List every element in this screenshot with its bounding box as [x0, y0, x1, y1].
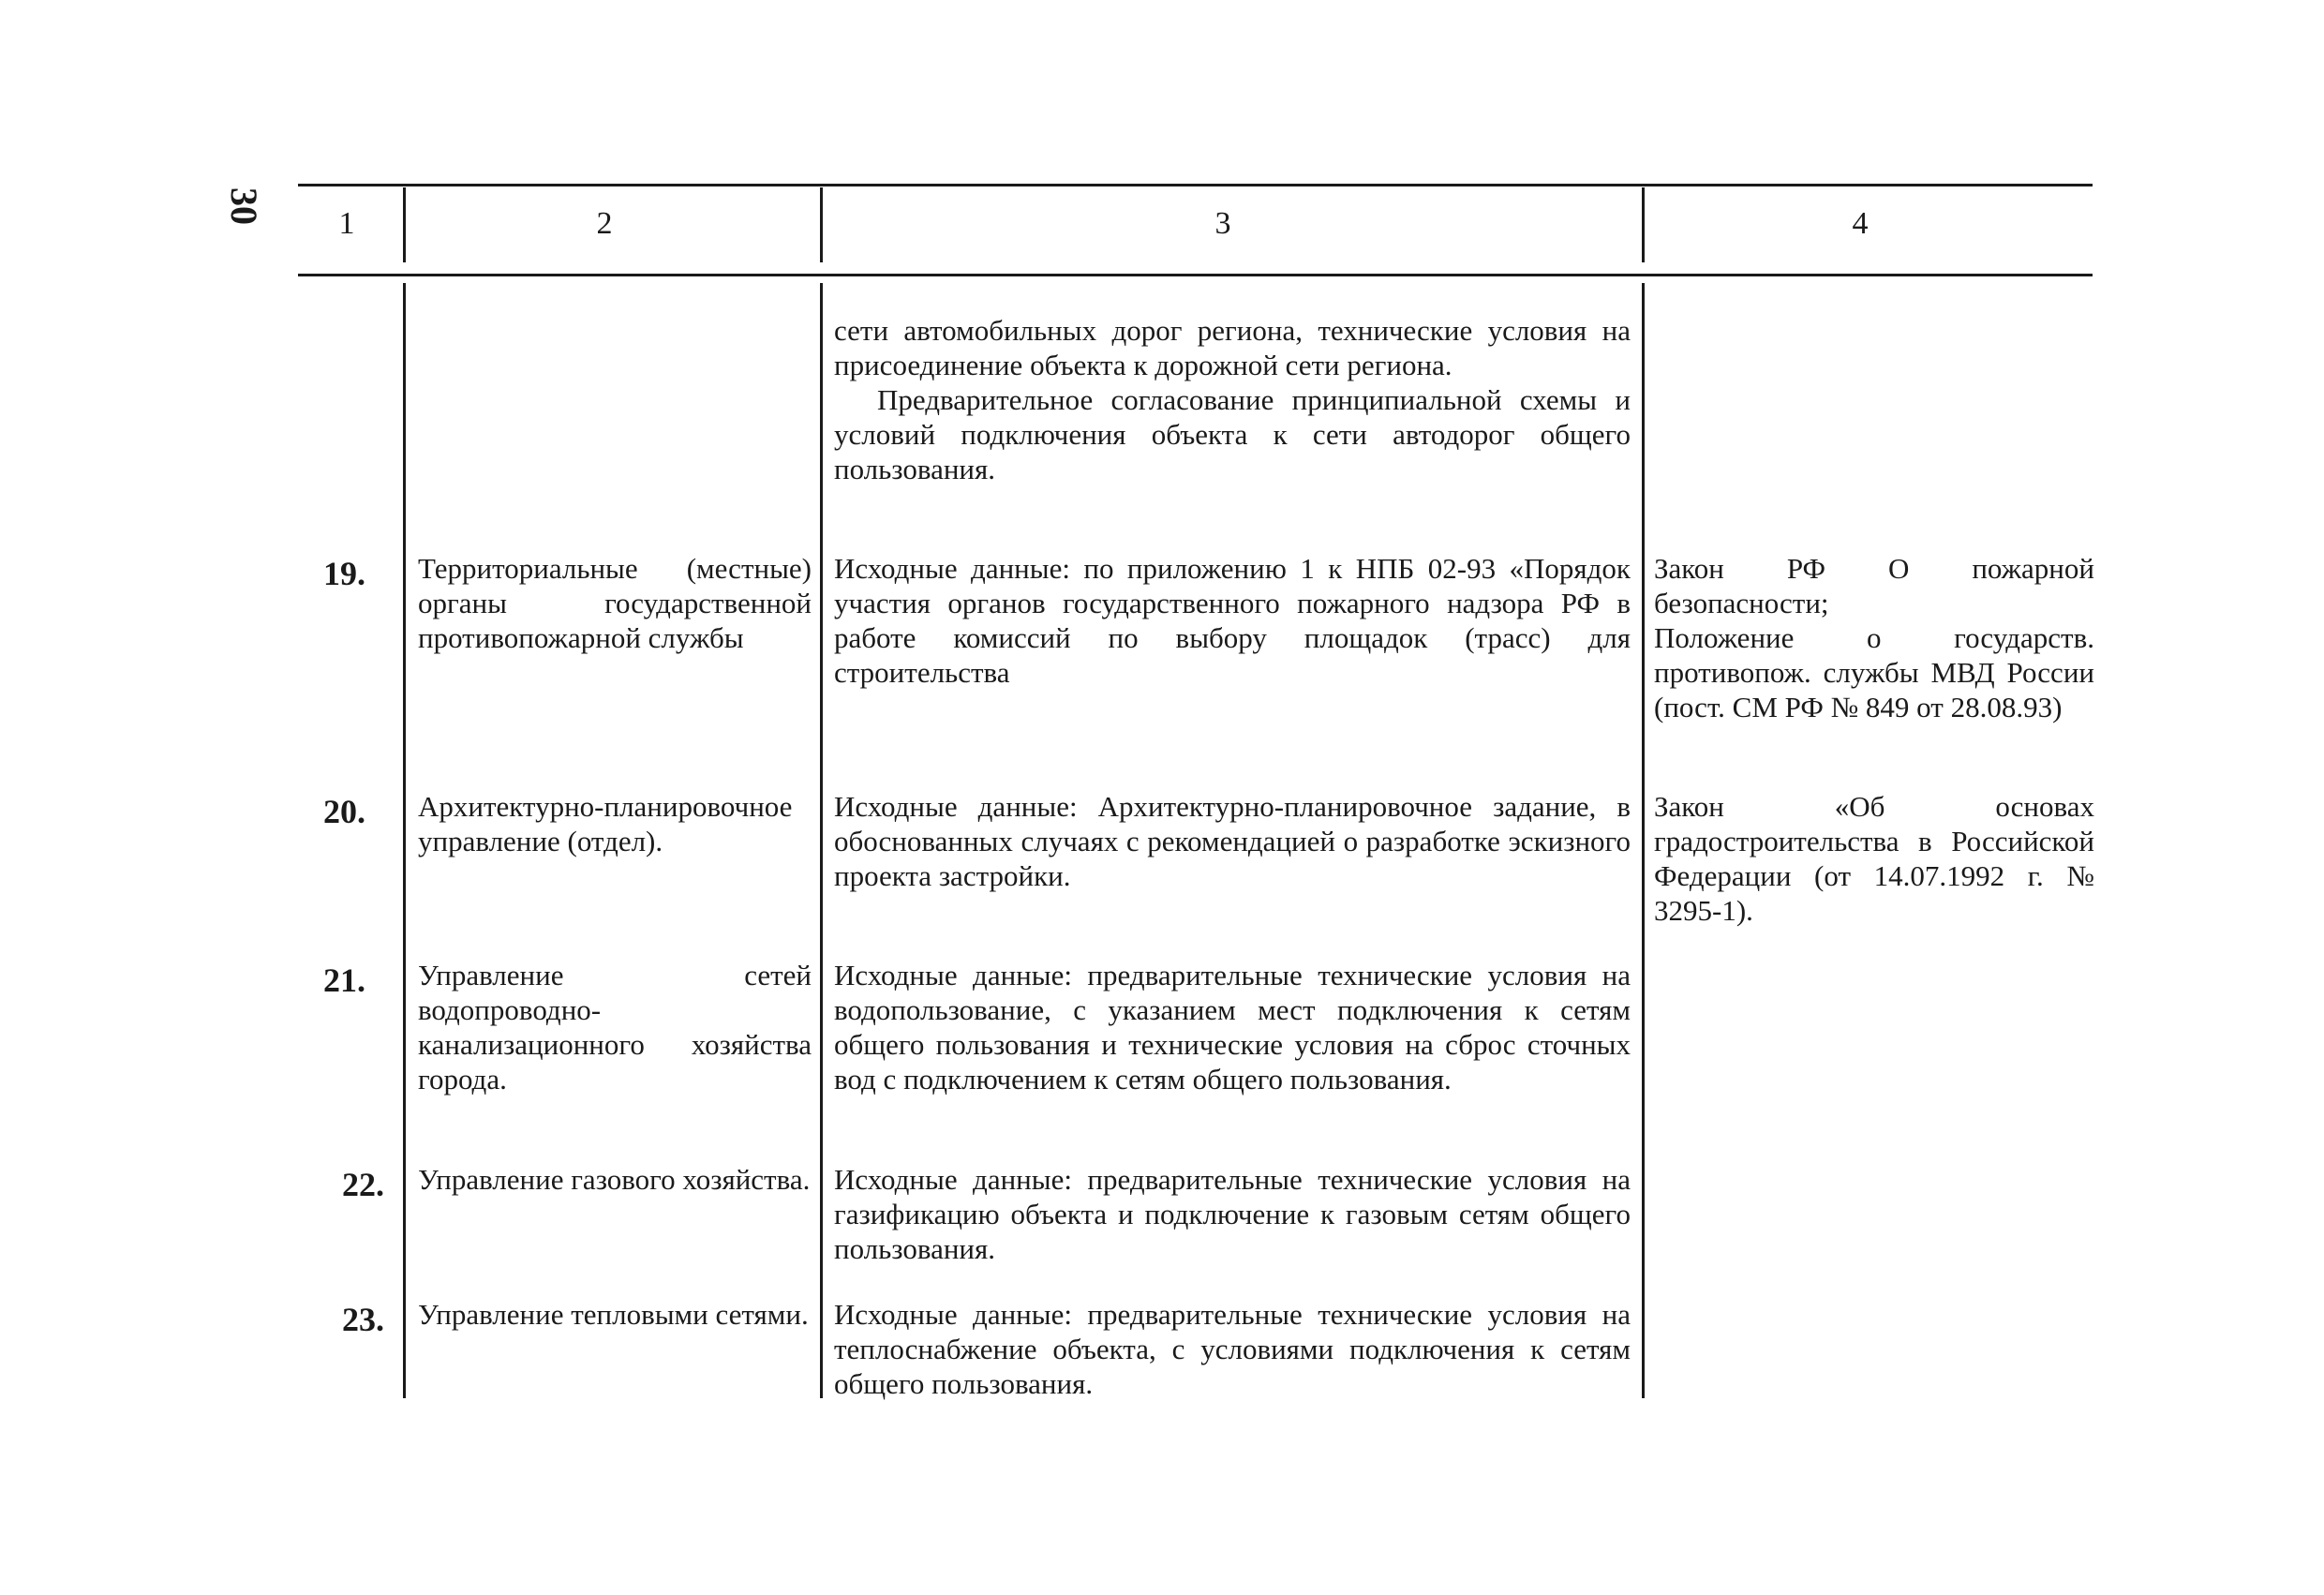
row-19-number: 19. — [323, 555, 365, 592]
column-divider-3 — [1642, 187, 1645, 262]
row-23-data: Исходные данные: предварительные технические условия на теплоснабжение объекта, с условиями подключения к сетям общего пользования. — [834, 1298, 1631, 1400]
header-col-4: 4 — [1852, 206, 1869, 241]
table-top-rule — [298, 184, 2093, 186]
row-19-basis-line-2: Положение о государств. противопож. службы МВД России (пост. СМ РФ № 849 от 28.08.93) — [1654, 621, 2094, 723]
row-20-data: Исходные данные: Архитектурно-планировочное задание, в обоснованных случаях с рекомендацией о разработке эскизного проекта застройки. — [834, 790, 1631, 892]
row-20-basis — [1654, 789, 2094, 928]
column-divider-1 — [403, 187, 406, 262]
continuation-paragraph-1: сети автомобильных дорог региона, технические условия на присоединение объекта к дорожной сети региона. — [834, 314, 1631, 381]
row-22-number: 22. — [342, 1166, 384, 1203]
continuation-col3 — [834, 313, 1631, 486]
row-20-basis-line-1: Закон «Об основах градостроительства в Российской Федерации (от 14.07.1992 г. № 3295-1). — [1654, 790, 2094, 927]
row-22-organ: Управление газового хозяйства. — [418, 1163, 811, 1196]
row-20-number: 20. — [323, 793, 365, 830]
page-number: 30 — [223, 187, 265, 225]
row-22-data: Исходные данные: предварительные технические условия на газификацию объекта и подключение к газовым сетям общего пользования. — [834, 1163, 1631, 1265]
column-divider-3-body — [1642, 283, 1645, 1398]
header-col-1: 1 — [338, 206, 355, 241]
row-23-number: 23. — [342, 1301, 384, 1338]
row-19-organ: Территориальные (местные) органы государственной противопожарной службы — [418, 552, 812, 654]
row-19-basis-line-1: Закон РФ О пожарной безопасности; — [1654, 552, 2094, 619]
row-21-organ: Управление сетей водопроводно-канализационного хозяйства города. — [418, 959, 812, 1096]
row-21-data: Исходные данные: предварительные технические условия на водопользование, с указанием мест подключения к сетям общего пользования и технические условия на сброс сточных вод с подключением к сетям общего пользования. — [834, 959, 1631, 1096]
row-19-data: Исходные данные: по приложению 1 к НПБ 02-93 «Порядок участия органов государственного пожарного надзора РФ в работе комиссий по выбору площадок (трасс) для строительства — [834, 552, 1631, 689]
row-20-organ: Архитектурно-планировочное управление (отдел). — [418, 790, 793, 857]
row-21-number: 21. — [323, 961, 365, 999]
column-divider-2-body — [820, 283, 823, 1398]
header-col-2: 2 — [596, 206, 613, 241]
continuation-paragraph-2: Предварительное согласование принципиальной схемы и условий подключения объекта к сети автодорог общего пользования. — [834, 383, 1631, 485]
row-19-basis — [1654, 551, 2094, 724]
column-divider-2 — [820, 187, 823, 262]
header-col-3: 3 — [1214, 206, 1231, 241]
column-divider-1-body — [403, 283, 406, 1398]
table-header-rule — [298, 274, 2093, 276]
row-23-organ: Управление тепловыми сетями. — [418, 1298, 809, 1331]
